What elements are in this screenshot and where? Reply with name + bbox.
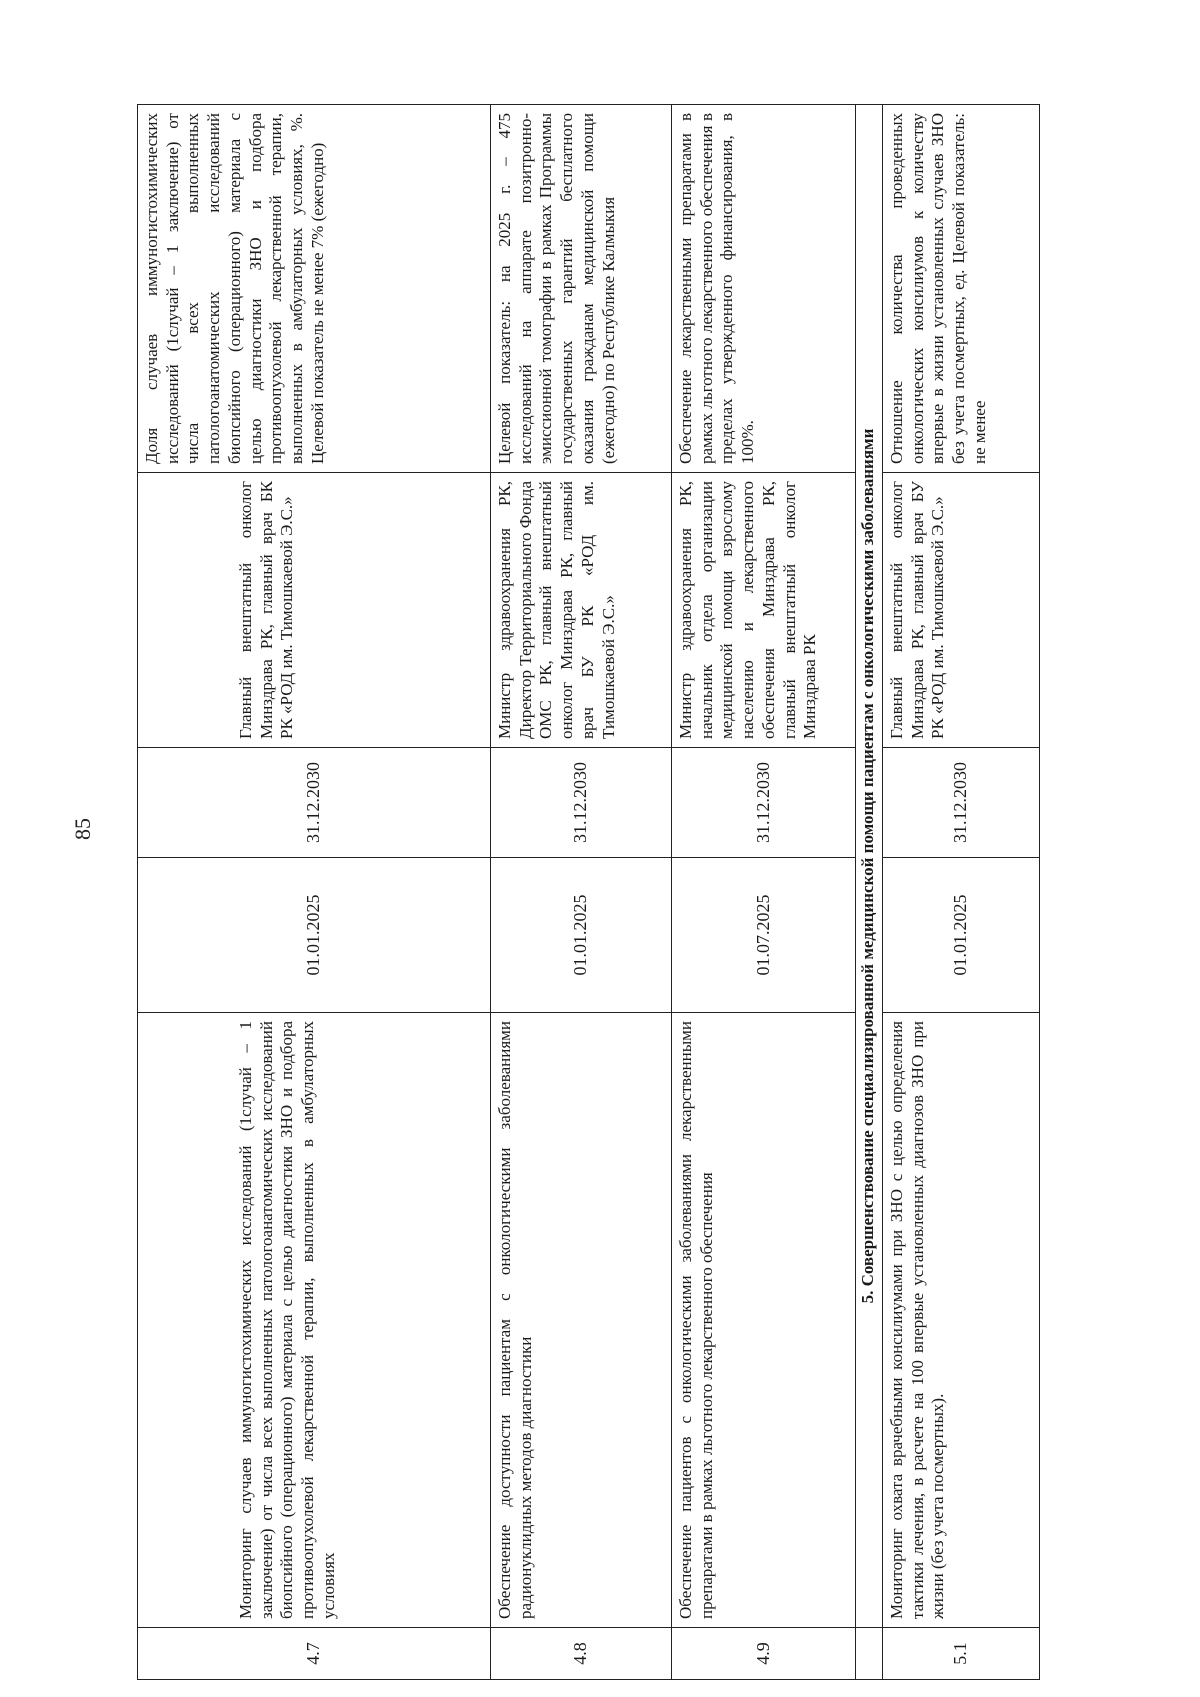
responsible-cell: Министр здравоохранения РК, начальник отдела организации медицинской помощи взрослому населению и лекарственного обеспечения Минздрава РК, главный внештатный онколог Минздрава РК bbox=[672, 473, 856, 748]
end-date-cell: 31.12.2030 bbox=[883, 748, 1040, 858]
row-number: 4.8 bbox=[491, 1628, 672, 1680]
activity-cell: Обеспечение пациентов с онкологическими заболеваниями лекарственными препаратами в рамках льготного лекарственного обеспечения bbox=[672, 1013, 856, 1628]
responsible-cell: Главный внештатный онколог Минздрава РК, главный врач БУ РК «РОД им. Тимошкаевой Э.С.» bbox=[883, 473, 1040, 748]
indicator-cell: Отношение количества проведенных онкологических консилиумов к количеству впервые в жизни установленных случаев ЗНО без учета посмертных, ед. Целевой показатель: не менее bbox=[883, 105, 1040, 473]
responsible-cell: Главный внештатный онколог Минздрава РК, главный врач БК РК «РОД им. Тимошкаевой Э.С.» bbox=[138, 473, 491, 748]
start-date-cell: 01.01.2025 bbox=[138, 858, 491, 1013]
start-date-cell: 01.07.2025 bbox=[672, 858, 856, 1013]
row-number: 4.7 bbox=[138, 1628, 491, 1680]
indicator-cell: Обеспечение лекарственными препаратами в рамках льготного лекарственного обеспечения в пределах утвержденного финансирования, в 100%. bbox=[672, 105, 856, 473]
page-number: 85 bbox=[70, 818, 95, 840]
activity-cell: Мониторинг случаев иммуногистохимических исследований (1случай – 1 заключение) от числа всех выполненных патологоанатомических исследований биопсийного (операционного) материала с целью диагностики ЗНО и подбора противоопухолевой лекарственной терапии, выполненных в амбулаторных условиях bbox=[138, 1013, 491, 1628]
indicator-cell: Доля случаев иммуногистохимических исследований (1случай – 1 заключение) от числа всех выполненных патологоанатомических исследований биопсийного (операционного) материала с целью диагностики ЗНО и подбора противоопухолевой лекарственной терапии, выполненных в амбулаторных условиях, %. Целевой показатель не менее 7% (ежегодно) bbox=[138, 105, 491, 473]
activity-cell: Обеспечение доступности пациентам с онкологическими заболеваниями радионуклидных методов диагностики bbox=[491, 1013, 672, 1628]
row-number: 4.9 bbox=[672, 1628, 856, 1680]
rotated-table-sheet bbox=[137, 105, 1097, 1680]
section-header-row bbox=[856, 105, 883, 1680]
table-row bbox=[138, 105, 491, 1680]
end-date-cell: 31.12.2030 bbox=[672, 748, 856, 858]
activity-cell: Мониторинг охвата врачебными консилиумами при ЗНО с целью определения тактики лечения, в расчете на 100 впервые установленных диагнозов ЗНО при жизни (без учета посмертных). bbox=[883, 1013, 1040, 1628]
responsible-cell: Министр здравоохранения РК, Директор Территориального Фонда ОМС РК, главный внештатный онколог Минздрава РК, главный врач БУ РК «РОД им. Тимошкаевой Э.С.» bbox=[491, 473, 672, 748]
section-title: 5. Совершенствование специализированной медицинской помощи пациентам с онкологическими заболеваниями bbox=[856, 105, 883, 1628]
row-number: 5.1 bbox=[883, 1628, 1040, 1680]
end-date-cell: 31.12.2030 bbox=[491, 748, 672, 858]
end-date-cell: 31.12.2030 bbox=[138, 748, 491, 858]
table-row bbox=[883, 105, 1040, 1680]
indicator-cell: Целевой показатель: на 2025 г. – 475 исследований на аппарате позитронно-эмиссионной томографии в рамках Программы государственных гарантий бесплатного оказания гражданам медицинской помощи (ежегодно) по Республике Калмыкия bbox=[491, 105, 672, 473]
action-plan-table bbox=[137, 104, 1040, 1680]
start-date-cell: 01.01.2025 bbox=[491, 858, 672, 1013]
table-row bbox=[491, 105, 672, 1680]
table-row bbox=[672, 105, 856, 1680]
section-spacer-cell bbox=[856, 1628, 883, 1680]
start-date-cell: 01.01.2025 bbox=[883, 858, 1040, 1013]
